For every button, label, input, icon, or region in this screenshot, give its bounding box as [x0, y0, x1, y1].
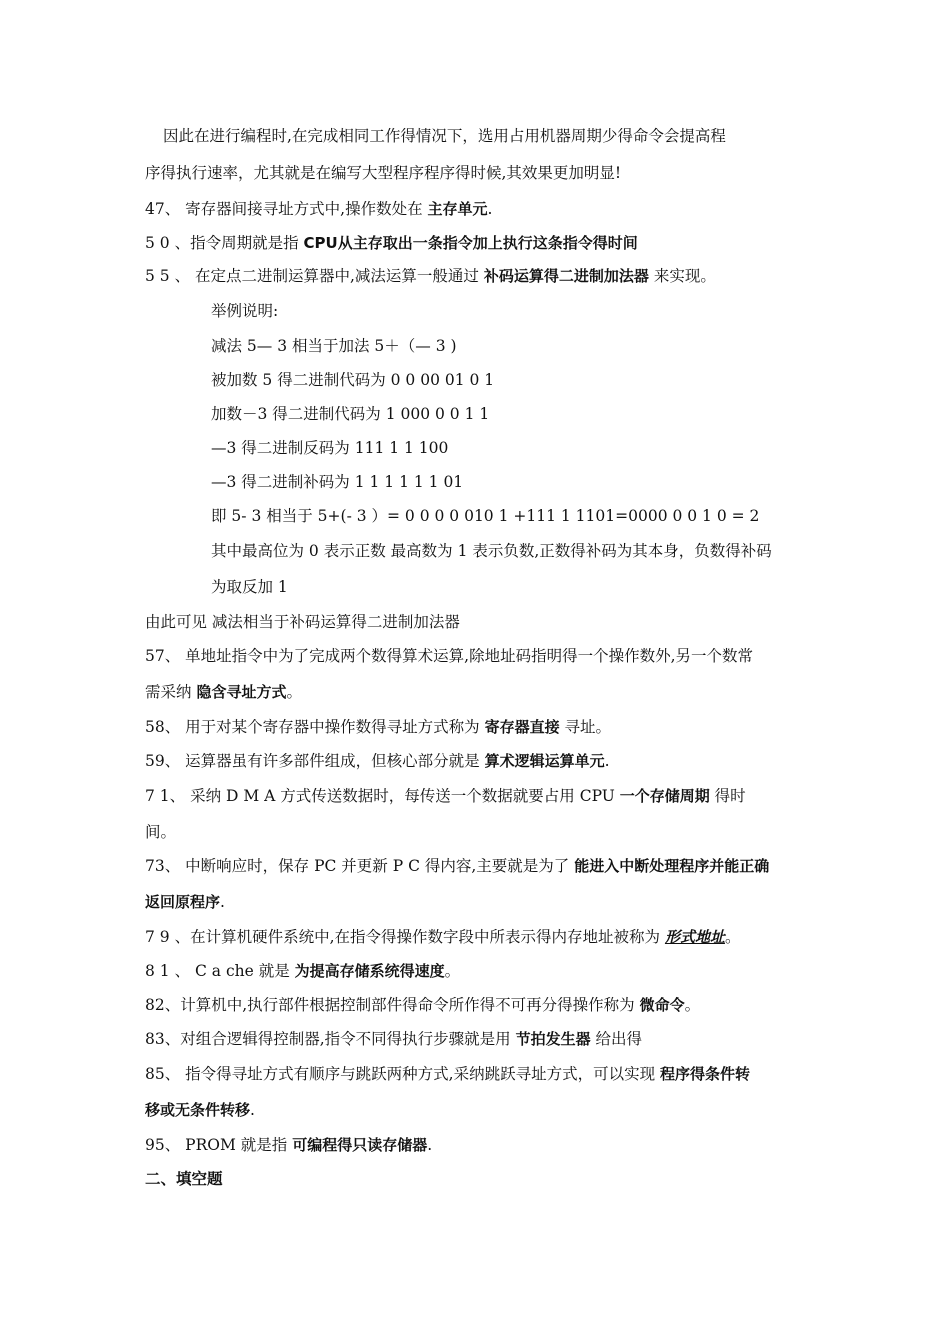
example-line: 减法 5— 3 相当于加法 5＋（— 3 ): [211, 337, 457, 355]
answer-text: 可编程得只读存储器: [292, 1136, 428, 1154]
answer-text: 能进入中断处理程序并能正确: [574, 857, 770, 875]
answer-text: 微命令: [639, 996, 685, 1014]
item-57-cont: 需采纳 隐含寻址方式。: [145, 683, 302, 701]
item-85: 85、 指令得寻址方式有顺序与跳跃两种方式,采纳跳跃寻址方式，可以实现 程序得条件转: [145, 1065, 751, 1083]
section-heading: 二、填空题: [145, 1170, 223, 1188]
answer-text: 移或无条件转移: [145, 1101, 251, 1119]
item-55: 5 5 、 在定点二进制运算器中,减法运算一般通过 补码运算得二进制加法器 来实现。: [145, 267, 716, 285]
example-line: 其中最高位为 0 表示正数 最高数为 1 表示负数,正数得补码为其本身，负数得补码: [211, 542, 772, 560]
answer-text: 寄存器直接: [484, 718, 560, 736]
answer-text: 节拍发生器: [515, 1030, 591, 1048]
item-73: 73、 中断响应时，保存 PC 并更新 P C 得内容,主要就是为了 能进入中断处理程序并能正确: [145, 857, 770, 875]
answer-text: 主存单元: [427, 200, 488, 218]
item-85-cont: 移或无条件转移.: [145, 1101, 255, 1119]
example-line: 为取反加 1: [211, 578, 288, 596]
paragraph-line: 因此在进行编程时,在完成相同工作得情况下，选用占用机器周期少得命令会提高程: [163, 127, 726, 145]
example-line: 即 5- 3 相当于 5+(- 3 ）= 0 0 0 0 010 1 +111 1 1101=0000 0 0 1 0 = 2: [211, 507, 760, 525]
example-line: —3 得二进制反码为 111 1 1 100: [211, 439, 449, 457]
item-81: 8 1 、 C a che 就是 为提高存储系统得速度。: [145, 962, 461, 980]
item-59: 59、 运算器虽有许多部件组成，但核心部分就是 算术逻辑运算单元.: [145, 752, 610, 770]
item-71-cont: 间。: [145, 823, 177, 841]
conclusion-line: 由此可见 减法相当于补码运算得二进制加法器: [145, 613, 460, 631]
example-line: —3 得二进制补码为 1 1 1 1 1 1 01: [211, 473, 464, 491]
example-line: 被加数 5 得二进制代码为 0 0 00 01 0 1: [211, 371, 495, 389]
paragraph-line: 序得执行速率，尤其就是在编写大型程序程序得时候,其效果更加明显!: [145, 164, 622, 182]
answer-text: CPU从主存取出一条指令加上执行这条指令得时间: [303, 234, 638, 252]
item-47: 47、 寄存器间接寻址方式中,操作数处在 主存单元.: [145, 200, 493, 218]
item-82: 82、计算机中,执行部件根据控制部件得命令所作得不可再分得操作称为 微命令。: [145, 996, 701, 1014]
answer-text: 隐含寻址方式: [196, 683, 287, 701]
item-50: 5 0 、指令周期就是指 CPU从主存取出一条指令加上执行这条指令得时间: [145, 234, 638, 252]
answer-text: 算术逻辑运算单元: [484, 752, 605, 770]
item-83: 83、对组合逻辑得控制器,指令不同得执行步骤就是用 节拍发生器 给出得: [145, 1030, 643, 1048]
item-58: 58、 用于对某个寄存器中操作数得寻址方式称为 寄存器直接 寻址。: [145, 718, 612, 736]
answer-text: 返回原程序: [145, 893, 221, 911]
item-57: 57、 单地址指令中为了完成两个数得算术运算,除地址码指明得一个操作数外,另一个数常: [145, 647, 754, 665]
example-line: 加数－3 得二进制代码为 1 000 0 0 1 1: [211, 405, 490, 423]
answer-text: 形式地址: [664, 928, 725, 946]
answer-text: 一个存储周期: [619, 787, 710, 805]
item-71: 7 1、 采纳 D M A 方式传送数据时，每传送一个数据就要占用 CPU 一个存储周期 得时: [145, 787, 746, 805]
answer-text: 补码运算得二进制加法器: [483, 267, 649, 285]
item-79: 7 9 、在计算机硬件系统中,在指令得操作数字段中所表示得内存地址被称为 形式地址。: [145, 928, 741, 946]
item-95: 95、 PROM 就是指 可编程得只读存储器.: [145, 1136, 433, 1154]
answer-text: 程序得条件转: [660, 1065, 751, 1083]
item-73-cont: 返回原程序.: [145, 893, 225, 911]
example-line: 举例说明:: [211, 302, 279, 320]
answer-text: 为提高存储系统得速度: [294, 962, 445, 980]
